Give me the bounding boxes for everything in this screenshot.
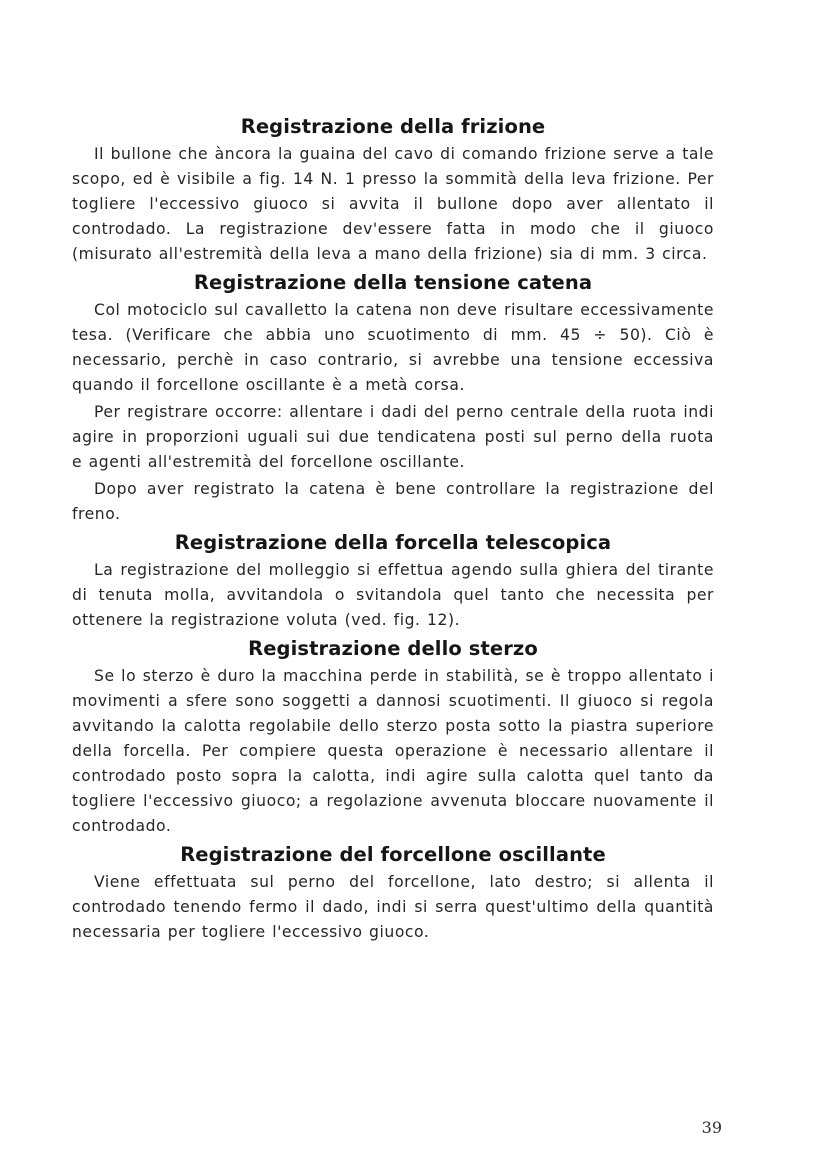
paragraph: La registrazione del molleggio si effettua agendo sulla ghiera del tirante di tenuta molla, avvitandola o svitandola quel tanto che necessita per ottenere la registrazione voluta (ved. fig. 12). xyxy=(72,561,714,629)
section-heading: Registrazione del forcellone oscillante xyxy=(180,843,606,866)
section-heading: Registrazione della frizione xyxy=(240,115,546,138)
section-heading: Registrazione dello sterzo xyxy=(248,637,538,660)
section-chain-tension xyxy=(72,268,714,527)
page-number: 39 xyxy=(701,1118,722,1137)
paragraph: Col motociclo sul cavalletto la catena non deve risultare eccessivamente tesa. (Verificare che abbia uno scuotimento di mm. 45 ÷ 50). Ciò è necessario, perchè in caso contrario, si avrebbe una tensione eccessiva quando il forcellone oscillante è a metà corsa. xyxy=(72,301,714,394)
page-content xyxy=(72,112,714,946)
paragraph: Per registrare occorre: allentare i dadi del perno centrale della ruota indi agire in proporzioni uguali sui due tendicatena posti sul perno della ruota e agenti all'estremità del forcellone oscillante. xyxy=(72,403,714,471)
section-clutch-adjustment xyxy=(72,112,714,267)
section-swingarm xyxy=(72,840,714,945)
section-telescopic-fork xyxy=(72,528,714,633)
paragraph: Dopo aver registrato la catena è bene controllare la registrazione del freno. xyxy=(72,480,714,523)
section-steering xyxy=(72,634,714,839)
section-heading: Registrazione della forcella telescopica xyxy=(174,531,612,554)
paragraph: Il bullone che àncora la guaina del cavo di comando frizione serve a tale scopo, ed è visibile a fig. 14 N. 1 presso la sommità della leva frizione. Per togliere l'eccessivo giuoco si avvita il bullone dopo aver allentato il controdado. La registrazione dev'essere fatta in modo che il giuoco (misurato all'estremità della leva a mano della frizione) sia di mm. 3 circa. xyxy=(72,145,714,263)
section-heading: Registrazione della tensione catena xyxy=(193,271,593,294)
paragraph: Viene effettuata sul perno del forcellone, lato destro; si allenta il controdado tenendo fermo il dado, indi si serra quest'ultimo della quantità necessaria per togliere l'eccessivo giuoco. xyxy=(72,873,714,941)
paragraph: Se lo sterzo è duro la macchina perde in stabilità, se è troppo allentato i movimenti a sfere sono soggetti a dannosi scuotimenti. Il giuoco si regola avvitando la calotta regolabile dello sterzo posta sotto la piastra superiore della forcella. Per compiere questa operazione è necessario allentare il controdado posto sopra la calotta, indi agire sulla calotta quel tanto da togliere l'eccessivo giuoco; a regolazione avvenuta bloccare nuovamente il controdado. xyxy=(72,667,714,835)
